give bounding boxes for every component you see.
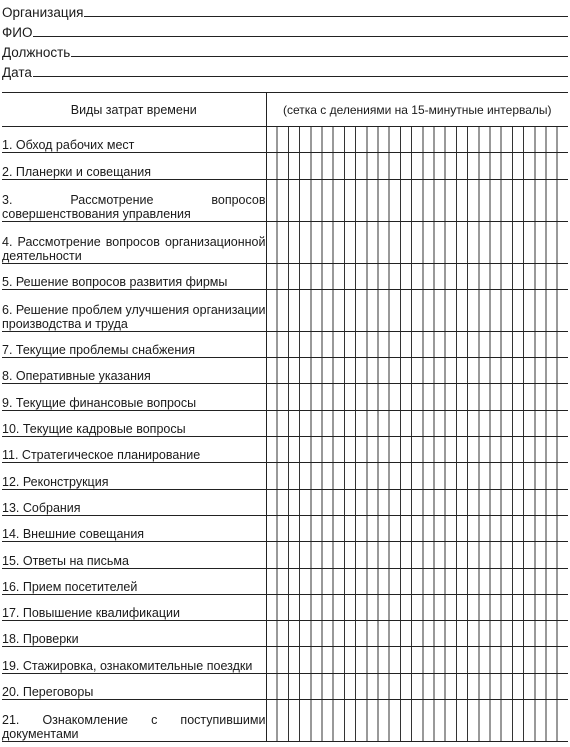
time-grid-cell[interactable] (266, 263, 568, 289)
time-grid-cell[interactable] (266, 384, 568, 410)
time-type-label: 1. Обход рабочих мест (2, 127, 266, 153)
time-type-label: 2. Планерки и совещания (2, 153, 266, 179)
time-type-label: 6. Решение проблем улучшения организации производства и труда (2, 289, 266, 331)
field-label: Дата (2, 65, 32, 80)
table-row (2, 331, 568, 357)
table-row (2, 289, 568, 331)
table-row (2, 647, 568, 673)
time-type-label: 5. Решение вопросов развития фирмы (2, 263, 266, 289)
fill-line (33, 75, 568, 77)
field-date[interactable] (2, 60, 568, 80)
time-log-table (2, 92, 568, 742)
time-grid-cell[interactable] (266, 594, 568, 620)
table-row (2, 463, 568, 489)
table-row (2, 263, 568, 289)
field-label: ФИО (2, 25, 33, 40)
table-row (2, 489, 568, 515)
time-grid-cell[interactable] (266, 289, 568, 331)
fill-line (84, 15, 568, 17)
field-label: Организация (2, 5, 84, 20)
table-row (2, 358, 568, 384)
table-row (2, 153, 568, 179)
time-type-label: 11. Стратегическое планирование (2, 437, 266, 463)
time-type-label: 15. Ответы на письма (2, 542, 266, 568)
table-row (2, 179, 568, 221)
field-position[interactable] (2, 40, 568, 60)
table-row (2, 127, 568, 153)
time-type-label: 10. Текущие кадровые вопросы (2, 410, 266, 436)
time-type-label: 9. Текущие финансовые вопросы (2, 384, 266, 410)
time-type-label: 7. Текущие проблемы снабжения (2, 331, 266, 357)
time-type-label: 16. Прием посетителей (2, 568, 266, 594)
table-row (2, 673, 568, 699)
time-type-label: 18. Проверки (2, 621, 266, 647)
time-grid-cell[interactable] (266, 127, 568, 153)
time-type-label: 21. Ознакомление с поступившими документами (2, 700, 266, 742)
table-row (2, 594, 568, 620)
form-header (2, 0, 568, 80)
table-row (2, 221, 568, 263)
table-header-row (2, 93, 568, 127)
time-type-label: 20. Переговоры (2, 673, 266, 699)
time-type-label: 8. Оперативные указания (2, 358, 266, 384)
time-grid-cell[interactable] (266, 153, 568, 179)
time-grid-cell[interactable] (266, 621, 568, 647)
table-body (2, 127, 568, 742)
column-header-time-grid: (сетка с делениями на 15-минутные интервалы) (266, 93, 568, 127)
time-type-label: 3. Рассмотрение вопросов совершенствования управления (2, 179, 266, 221)
time-type-label: 19. Стажировка, ознакомительные поездки (2, 647, 266, 673)
time-grid-cell[interactable] (266, 515, 568, 541)
column-header-time-types: Виды затрат времени (2, 93, 266, 127)
time-type-label: 4. Рассмотрение вопросов организационной деятельности (2, 221, 266, 263)
time-grid-cell[interactable] (266, 647, 568, 673)
fill-line (71, 55, 568, 57)
table-row (2, 410, 568, 436)
time-grid-cell[interactable] (266, 568, 568, 594)
time-type-label: 12. Реконструкция (2, 463, 266, 489)
table-row (2, 515, 568, 541)
field-label: Должность (2, 45, 71, 60)
time-grid-cell[interactable] (266, 489, 568, 515)
time-type-label: 13. Собрания (2, 489, 266, 515)
table-row (2, 437, 568, 463)
time-grid-cell[interactable] (266, 463, 568, 489)
time-grid-cell[interactable] (266, 179, 568, 221)
time-grid-cell[interactable] (266, 410, 568, 436)
table-row (2, 384, 568, 410)
table-row (2, 621, 568, 647)
time-grid-cell[interactable] (266, 358, 568, 384)
time-type-label: 14. Внешние совещания (2, 515, 266, 541)
field-organization[interactable] (2, 0, 568, 20)
table-row (2, 568, 568, 594)
table-row (2, 542, 568, 568)
time-grid-cell[interactable] (266, 700, 568, 742)
fill-line (33, 35, 568, 37)
time-grid-cell[interactable] (266, 221, 568, 263)
table-row (2, 700, 568, 742)
time-grid-cell[interactable] (266, 673, 568, 699)
time-type-label: 17. Повышение квалификации (2, 594, 266, 620)
time-grid-cell[interactable] (266, 542, 568, 568)
time-grid-cell[interactable] (266, 331, 568, 357)
field-full-name[interactable] (2, 20, 568, 40)
time-grid-cell[interactable] (266, 437, 568, 463)
